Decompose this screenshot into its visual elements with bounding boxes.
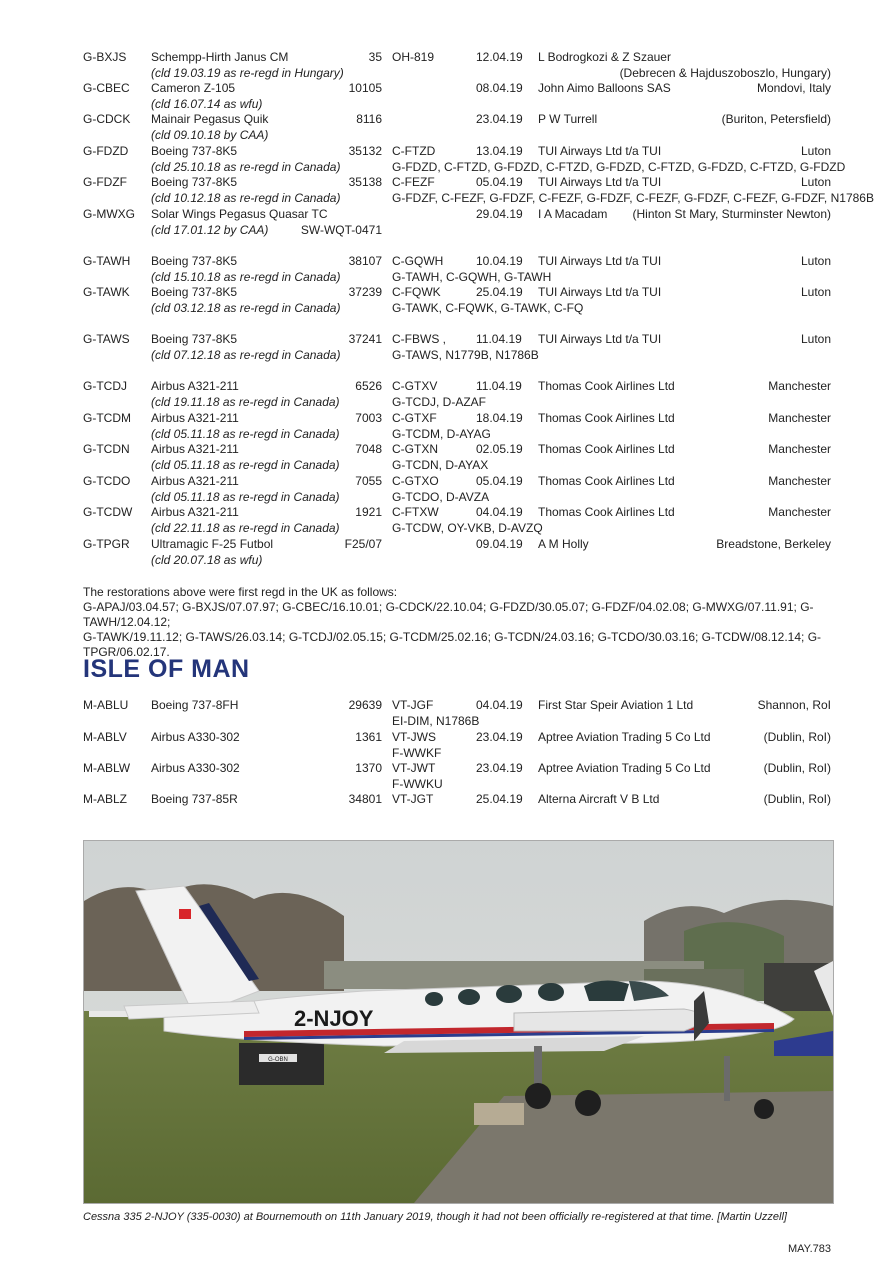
- owner: Thomas Cook Airlines Ltd: [538, 379, 675, 393]
- registration: G-TCDN: [83, 442, 130, 456]
- construction-number: 38107: [348, 254, 382, 268]
- aircraft-type: Mainair Pegasus Quik: [151, 112, 269, 126]
- section-title: ISLE OF MAN: [83, 655, 250, 683]
- restorations-note: [83, 585, 843, 660]
- cancellation-note: (cld 25.10.18 as re-regd in Canada): [151, 160, 341, 174]
- page-number: MAY.783: [787, 1243, 831, 1255]
- construction-number: 1361: [355, 730, 382, 744]
- previous-identity: C-GTXV: [392, 379, 438, 393]
- owner: TUI Airways Ltd t/a TUI: [538, 254, 662, 268]
- registration-date: 23.04.19: [476, 730, 523, 744]
- previous-identities-history: G-TAWS, N1779B, N1786B: [392, 348, 539, 362]
- previous-identity: VT-JGF: [392, 698, 434, 712]
- base: Breadstone, Berkeley: [716, 537, 831, 551]
- registration: M-ABLV: [83, 730, 127, 744]
- registration-date: 25.04.19: [476, 285, 523, 299]
- owner: John Aimo Balloons SAS: [538, 81, 671, 95]
- owner: A M Holly: [538, 537, 589, 551]
- previous-identities-history: F-WWKF: [392, 746, 442, 760]
- previous-identities-history: G-TCDM, D-AYAG: [392, 427, 491, 441]
- previous-identity: C-FTXW: [392, 505, 439, 519]
- construction-number: SW-WQT-0471: [300, 223, 382, 237]
- owner: TUI Airways Ltd t/a TUI: [538, 144, 662, 158]
- registration-date: 11.04.19: [476, 332, 522, 346]
- aircraft-type: Boeing 737-8K5: [151, 332, 238, 346]
- sign-text: G-OBN: [268, 1057, 288, 1063]
- photo-caption: Cessna 335 2-NJOY (335-0030) at Bournemouth on 11th January 2019, though it had not been officially re-registered at that time. [Martin Uzzell]: [83, 1211, 787, 1223]
- cancellation-note: (cld 09.10.18 by CAA): [151, 128, 269, 142]
- aircraft-type: Airbus A321-211: [151, 379, 239, 393]
- previous-identities-history: G-TCDJ, D-AZAF: [392, 395, 486, 409]
- construction-number: 37239: [348, 285, 382, 299]
- previous-identities-history: G-FDZD, C-FTZD, G-FDZD, C-FTZD, G-FDZD, C-FTZD, G-FDZD, C-FTZD, G-FDZD: [392, 160, 846, 174]
- registration-date: 05.04.19: [476, 175, 523, 189]
- construction-number: F25/07: [344, 537, 382, 551]
- base: (Dublin, RoI): [763, 792, 831, 806]
- registration-date: 12.04.19: [476, 50, 523, 64]
- registration: G-FDZD: [83, 144, 129, 158]
- base: (Dublin, RoI): [763, 730, 831, 744]
- restorations-intro: The restorations above were first regd in the UK as follows:: [83, 585, 398, 599]
- owner: Thomas Cook Airlines Ltd: [538, 411, 675, 425]
- aircraft-type: Ultramagic F-25 Futbol: [151, 537, 274, 551]
- base: Manchester: [768, 505, 831, 519]
- previous-identity: C-FEZF: [392, 175, 435, 189]
- owner: P W Turrell: [538, 112, 598, 126]
- owner: TUI Airways Ltd t/a TUI: [538, 175, 662, 189]
- construction-number: 7055: [355, 474, 382, 488]
- cancellation-note: (cld 19.03.19 as re-regd in Hungary): [151, 66, 344, 80]
- construction-number: 7048: [355, 442, 382, 456]
- registration-date: 23.04.19: [476, 761, 523, 775]
- cancellation-note: (cld 22.11.18 as re-regd in Canada): [151, 521, 340, 535]
- previous-identities-history: G-TCDN, D-AYAX: [392, 458, 489, 472]
- previous-identity: VT-JWS: [392, 730, 436, 744]
- previous-identities-history: F-WWKU: [392, 777, 443, 791]
- previous-identities-history: G-TCDO, D-AVZA: [392, 490, 490, 504]
- restorations-line: G-APAJ/03.04.57; G-BXJS/07.07.97; G-CBEC/16.10.01; G-CDCK/22.10.04; G-FDZD/30.05.07; G-FDZF/04.02.08; G-MWXG/07.11.91; G-TAWH/12.04.12;: [83, 600, 814, 629]
- construction-number: 1921: [355, 505, 382, 519]
- owner: Thomas Cook Airlines Ltd: [538, 505, 675, 519]
- construction-number: 34801: [348, 792, 382, 806]
- registration: G-CDCK: [83, 112, 131, 126]
- previous-identity: C-GTXO: [392, 474, 439, 488]
- registration: M-ABLW: [83, 761, 131, 775]
- construction-number: 29639: [348, 698, 382, 712]
- aircraft-type: Boeing 737-8FH: [151, 698, 239, 712]
- owner: I A Macadam: [538, 207, 608, 221]
- cancellation-note: (cld 10.12.18 as re-regd in Canada): [151, 191, 341, 205]
- registration-date: 05.04.19: [476, 474, 523, 488]
- aircraft-type: Airbus A321-211: [151, 411, 239, 425]
- base: Luton: [800, 332, 831, 346]
- owner: TUI Airways Ltd t/a TUI: [538, 332, 662, 346]
- registration: G-TCDJ: [83, 379, 127, 393]
- construction-number: 10105: [348, 81, 382, 95]
- aircraft-photo: [83, 840, 834, 1204]
- previous-identity: OH-819: [392, 50, 435, 64]
- registration: G-TCDW: [83, 505, 133, 519]
- registration: G-TAWH: [83, 254, 131, 268]
- base: Manchester: [768, 411, 831, 425]
- previous-identities-history: G-FDZF, C-FEZF, G-FDZF, C-FEZF, G-FDZF, C-FEZF, G-FDZF, C-FEZF, G-FDZF, N1786B: [392, 191, 874, 205]
- registration: G-CBEC: [83, 81, 130, 95]
- aircraft-type: Boeing 737-8K5: [151, 144, 238, 158]
- owner: TUI Airways Ltd t/a TUI: [538, 285, 662, 299]
- previous-identities-history: G-TAWK, C-FQWK, G-TAWK, C-FQ: [392, 301, 584, 315]
- aircraft-type: Airbus A330-302: [151, 761, 240, 775]
- cancellation-note: (cld 19.11.18 as re-regd in Canada): [151, 395, 340, 409]
- restorations-line: G-TAWK/19.11.12; G-TAWS/26.03.14; G-TCDJ/02.05.15; G-TCDM/25.02.16; G-TCDN/24.03.16; G-TCDO/30.03.16; G-TCDW/08.12.14; G-TPGR/06.02.17.: [83, 630, 822, 659]
- previous-identity: C-GTXN: [392, 442, 438, 456]
- previous-identity: VT-JGT: [392, 792, 434, 806]
- registration-date: 29.04.19: [476, 207, 523, 221]
- construction-number: 6526: [355, 379, 382, 393]
- registration: G-TCDM: [83, 411, 131, 425]
- registration-date: 04.04.19: [476, 698, 523, 712]
- cancellation-note: (cld 05.11.18 as re-regd in Canada): [151, 490, 340, 504]
- base: Shannon, RoI: [757, 698, 831, 712]
- aircraft-type: Boeing 737-8K5: [151, 254, 238, 268]
- cancellation-note: (cld 17.01.12 by CAA): [151, 223, 269, 237]
- construction-number: 35: [368, 50, 382, 64]
- registration-date: 25.04.19: [476, 792, 523, 806]
- registration: G-TCDO: [83, 474, 131, 488]
- base-continued: (Debrecen & Hajduszoboszlo, Hungary): [619, 66, 831, 80]
- owner: Thomas Cook Airlines Ltd: [538, 474, 675, 488]
- aircraft-type: Airbus A321-211: [151, 474, 239, 488]
- base: Manchester: [768, 442, 831, 456]
- base: Luton: [800, 285, 831, 299]
- owner: First Star Speir Aviation 1 Ltd: [538, 698, 694, 712]
- aircraft-type: Cameron Z-105: [151, 81, 236, 95]
- aircraft-type: Boeing 737-85R: [151, 792, 238, 806]
- owner: Aptree Aviation Trading 5 Co Ltd: [538, 730, 711, 744]
- registration-date: 18.04.19: [476, 411, 523, 425]
- aircraft-type: Schempp-Hirth Janus CM: [151, 50, 289, 64]
- cancellation-note: (cld 07.12.18 as re-regd in Canada): [151, 348, 341, 362]
- base: (Buriton, Petersfield): [721, 112, 831, 126]
- registration: G-FDZF: [83, 175, 127, 189]
- cancellation-note: (cld 15.10.18 as re-regd in Canada): [151, 270, 341, 284]
- aircraft-type: Airbus A330-302: [151, 730, 240, 744]
- previous-identities-history: G-TAWH, C-GQWH, G-TAWH: [392, 270, 552, 284]
- base: Luton: [800, 144, 831, 158]
- cancellation-note: (cld 20.07.18 as wfu): [151, 553, 263, 567]
- base: Luton: [800, 254, 831, 268]
- construction-number: 7003: [355, 411, 382, 425]
- aircraft-type: Boeing 737-8K5: [151, 175, 238, 189]
- previous-identities-history: G-TCDW, OY-VKB, D-AVZQ: [392, 521, 543, 535]
- registration-date: 23.04.19: [476, 112, 523, 126]
- registration: G-TAWK: [83, 285, 130, 299]
- aircraft-type: Airbus A321-211: [151, 505, 239, 519]
- cancellation-note: (cld 03.12.18 as re-regd in Canada): [151, 301, 341, 315]
- aircraft-type: Boeing 737-8K5: [151, 285, 238, 299]
- registration: G-BXJS: [83, 50, 127, 64]
- aircraft-registration-text: 2-NJOY: [294, 1006, 374, 1031]
- construction-number: 37241: [348, 332, 382, 346]
- base: Manchester: [768, 474, 831, 488]
- previous-identity: C-FBWS ,: [392, 332, 446, 346]
- registration: M-ABLU: [83, 698, 129, 712]
- owner: Alterna Aircraft V B Ltd: [538, 792, 660, 806]
- cancellation-note: (cld 16.07.14 as wfu): [151, 97, 263, 111]
- previous-identity: C-GTXF: [392, 411, 437, 425]
- base: Luton: [800, 175, 831, 189]
- cancellation-note: (cld 05.11.18 as re-regd in Canada): [151, 427, 340, 441]
- construction-number: 35138: [348, 175, 382, 189]
- owner: L Bodrogkozi & Z Szauer: [538, 50, 671, 64]
- registration: G-TAWS: [83, 332, 130, 346]
- previous-identities-history: EI-DIM, N1786B: [392, 714, 480, 728]
- base: (Dublin, RoI): [763, 761, 831, 775]
- construction-number: 1370: [355, 761, 382, 775]
- owner: Thomas Cook Airlines Ltd: [538, 442, 675, 456]
- construction-number: 35132: [348, 144, 382, 158]
- owner: Aptree Aviation Trading 5 Co Ltd: [538, 761, 711, 775]
- cancellation-note: (cld 05.11.18 as re-regd in Canada): [151, 458, 340, 472]
- previous-identity: VT-JWT: [392, 761, 436, 775]
- aircraft-type: Airbus A321-211: [151, 442, 239, 456]
- registration-date: 04.04.19: [476, 505, 523, 519]
- base: Mondovi, Italy: [756, 81, 831, 95]
- previous-identity: C-FTZD: [392, 144, 436, 158]
- previous-identity: C-GQWH: [392, 254, 444, 268]
- registration-date: 10.04.19: [476, 254, 523, 268]
- base: (Hinton St Mary, Sturminster Newton): [632, 207, 831, 221]
- base: Manchester: [768, 379, 831, 393]
- aircraft-type: Solar Wings Pegasus Quasar TC: [151, 207, 328, 221]
- registration: G-MWXG: [83, 207, 135, 221]
- registration-date: 11.04.19: [476, 379, 522, 393]
- registration-date: 09.04.19: [476, 537, 523, 551]
- previous-identity: C-FQWK: [392, 285, 441, 299]
- registration: G-TPGR: [83, 537, 130, 551]
- registration-date: 02.05.19: [476, 442, 523, 456]
- construction-number: 8116: [356, 112, 382, 126]
- registration-date: 08.04.19: [476, 81, 523, 95]
- registration: M-ABLZ: [83, 792, 128, 806]
- registration-date: 13.04.19: [476, 144, 523, 158]
